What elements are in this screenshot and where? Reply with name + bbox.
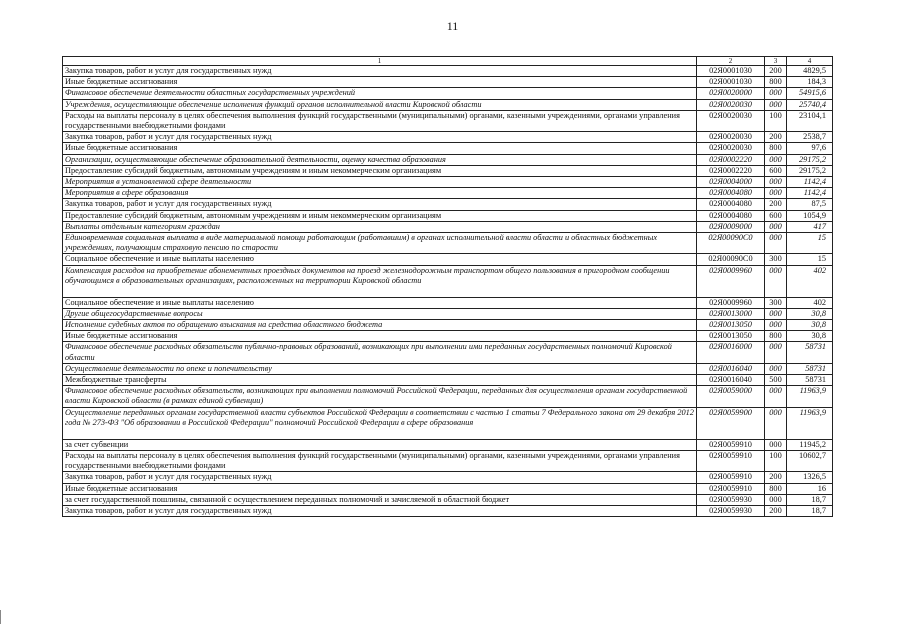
table-row — [63, 505, 833, 516]
row-name: Мероприятия в установленной сфере деятельности — [63, 177, 697, 188]
row-vr: 200 — [765, 199, 787, 210]
page-number: 11 — [446, 19, 459, 33]
table-row — [63, 110, 833, 131]
header-col-name: 1 — [63, 57, 697, 66]
row-sum: 16 — [787, 483, 833, 494]
row-code: 02Я0004080 — [697, 210, 765, 221]
row-name: Иные бюджетные ассигнования — [63, 331, 697, 342]
table-row — [63, 297, 833, 308]
row-sum: 402 — [787, 265, 833, 297]
table-row — [63, 177, 833, 188]
table-row — [63, 165, 833, 176]
row-vr: 000 — [765, 265, 787, 297]
row-code: 02Я0002220 — [697, 154, 765, 165]
row-sum: 87,5 — [787, 199, 833, 210]
row-name: Иные бюджетные ассигнования — [63, 143, 697, 154]
table-row — [63, 342, 833, 363]
row-sum: 29175,2 — [787, 154, 833, 165]
row-code: 02Я0059910 — [697, 450, 765, 471]
table-row — [63, 386, 833, 407]
row-sum: 58731 — [787, 342, 833, 363]
table-row — [63, 233, 833, 254]
row-vr: 000 — [765, 188, 787, 199]
row-name: Предоставление субсидий бюджетным, автономным учреждениям и иным некоммерческим организациям — [63, 210, 697, 221]
row-code: 02Я0059930 — [697, 494, 765, 505]
row-sum: 1326,5 — [787, 472, 833, 483]
table-row — [63, 375, 833, 386]
row-name: Организации, осуществляющие обеспечение образовательной деятельности, оценку качества образования — [63, 154, 697, 165]
table-row — [63, 363, 833, 374]
row-name: Финансовое обеспечение деятельности областных государственных учреждений — [63, 88, 697, 99]
row-code: 02Я0059910 — [697, 439, 765, 450]
row-code: 02Я0009000 — [697, 221, 765, 232]
row-vr: 200 — [765, 505, 787, 516]
row-vr: 600 — [765, 210, 787, 221]
row-code: 02Я0020030 — [697, 99, 765, 110]
row-code: 02Я0020030 — [697, 110, 765, 131]
row-name: Предоставление субсидий бюджетным, автономным учреждениям и иным некоммерческим организациям — [63, 165, 697, 176]
row-vr: 000 — [765, 88, 787, 99]
row-code: 02Я0020030 — [697, 143, 765, 154]
row-vr: 000 — [765, 221, 787, 232]
header-col-sum: 4 — [787, 57, 833, 66]
row-vr: 100 — [765, 110, 787, 131]
table-row — [63, 66, 833, 77]
row-code: 02Я0013000 — [697, 308, 765, 319]
row-name: Осуществление деятельности по опеке и попечительству — [63, 363, 697, 374]
row-vr: 000 — [765, 233, 787, 254]
row-code: 02Я0059910 — [697, 483, 765, 494]
row-code: 02Я0001030 — [697, 66, 765, 77]
row-code: 02Я0001030 — [697, 77, 765, 88]
row-name: Компенсация расходов на приобретение абонементных проездных документов на проезд железнодорожным транспортом общего пользования в пригородном сообщении обучающимся в образовательных организациях, расположенных на территории Кировской области — [63, 265, 697, 297]
row-sum: 30,8 — [787, 320, 833, 331]
row-name: Закупка товаров, работ и услуг для государственных нужд — [63, 66, 697, 77]
row-sum: 97,6 — [787, 143, 833, 154]
table-row — [63, 132, 833, 143]
row-name: Межбюджетные трансферты — [63, 375, 697, 386]
row-name: Закупка товаров, работ и услуг для государственных нужд — [63, 132, 697, 143]
row-sum: 417 — [787, 221, 833, 232]
row-sum: 25740,4 — [787, 99, 833, 110]
row-vr: 800 — [765, 143, 787, 154]
table-row — [63, 143, 833, 154]
row-vr: 000 — [765, 177, 787, 188]
row-sum: 18,7 — [787, 494, 833, 505]
table-row — [63, 254, 833, 265]
row-name: Другие общегосударственные вопросы — [63, 308, 697, 319]
row-name: Исполнение судебных актов по обращению взыскания на средства областного бюджета — [63, 320, 697, 331]
row-sum: 30,8 — [787, 331, 833, 342]
row-code: 02Я00090С0 — [697, 233, 765, 254]
row-vr: 000 — [765, 407, 787, 439]
row-sum: 11963,9 — [787, 407, 833, 439]
table-row — [63, 88, 833, 99]
table-row — [63, 331, 833, 342]
row-vr: 000 — [765, 386, 787, 407]
row-code: 02Я0016040 — [697, 363, 765, 374]
row-name: Закупка товаров, работ и услуг для государственных нужд — [63, 505, 697, 516]
scan-margin-mark — [0, 610, 7, 624]
row-sum: 402 — [787, 297, 833, 308]
row-vr: 200 — [765, 132, 787, 143]
row-vr: 000 — [765, 342, 787, 363]
row-vr: 000 — [765, 439, 787, 450]
row-code: 02Я0020000 — [697, 88, 765, 99]
row-code: 02Я0013050 — [697, 331, 765, 342]
row-vr: 100 — [765, 450, 787, 471]
row-sum: 11963,9 — [787, 386, 833, 407]
row-sum: 18,7 — [787, 505, 833, 516]
row-name: Выплаты отдельным категориям граждан — [63, 221, 697, 232]
row-name: Финансовое обеспечение расходных обязательств, возникающих при выполнении полномочий Российской Федерации, переданных для осуществления органам государственной власти Кировской области (в рамках единой субвенции) — [63, 386, 697, 407]
row-code: 02Я00090С0 — [697, 254, 765, 265]
row-vr: 000 — [765, 154, 787, 165]
row-code: 02Я0016000 — [697, 342, 765, 363]
row-sum: 1142,4 — [787, 188, 833, 199]
row-sum: 1142,4 — [787, 177, 833, 188]
row-sum: 4829,5 — [787, 66, 833, 77]
table-row — [63, 199, 833, 210]
table-row — [63, 265, 833, 297]
header-col-code: 2 — [697, 57, 765, 66]
row-vr: 000 — [765, 308, 787, 319]
table-row — [63, 483, 833, 494]
row-name: Иные бюджетные ассигнования — [63, 483, 697, 494]
table-row — [63, 407, 833, 439]
table-row — [63, 308, 833, 319]
row-name: Учреждения, осуществляющие обеспечение исполнения функций органов исполнительной власти Кировской области — [63, 99, 697, 110]
row-code: 02Я0020030 — [697, 132, 765, 143]
row-sum: 58731 — [787, 363, 833, 374]
row-code: 02Я0004080 — [697, 199, 765, 210]
row-vr: 300 — [765, 297, 787, 308]
table-header-row — [63, 57, 833, 66]
row-code: 02Я0009960 — [697, 297, 765, 308]
row-name: Закупка товаров, работ и услуг для государственных нужд — [63, 472, 697, 483]
table-row — [63, 221, 833, 232]
row-code: 02Я0059930 — [697, 505, 765, 516]
row-code: 02Я0059000 — [697, 386, 765, 407]
row-sum: 11945,2 — [787, 439, 833, 450]
table-row — [63, 188, 833, 199]
table-row — [63, 320, 833, 331]
row-sum: 54915,6 — [787, 88, 833, 99]
row-sum: 15 — [787, 254, 833, 265]
table-row — [63, 77, 833, 88]
row-vr: 200 — [765, 66, 787, 77]
row-code: 02Я0013050 — [697, 320, 765, 331]
row-name: Расходы на выплаты персоналу в целях обеспечения выполнения функций государственными (муниципальными) органами, казенными учреждениями, органами управления государственными внебюджетными фондами — [63, 110, 697, 131]
row-sum: 2538,7 — [787, 132, 833, 143]
row-vr: 000 — [765, 320, 787, 331]
table-row — [63, 210, 833, 221]
row-name: Финансовое обеспечение расходных обязательств публично-правовых образований, возникающих при выполнении ими переданных государственных полномочий Кировской области — [63, 342, 697, 363]
table-row — [63, 472, 833, 483]
row-sum: 58731 — [787, 375, 833, 386]
row-name: Расходы на выплаты персоналу в целях обеспечения выполнения функций государственными (муниципальными) органами, казенными учреждениями, органами управления государственными внебюджетными фондами — [63, 450, 697, 471]
row-vr: 800 — [765, 331, 787, 342]
row-code: 02Я0004000 — [697, 177, 765, 188]
row-name: за счет субвенции — [63, 439, 697, 450]
row-code: 02Я0059910 — [697, 472, 765, 483]
row-sum: 15 — [787, 233, 833, 254]
table-row — [63, 439, 833, 450]
row-name: за счет государственной пошлины, связанной с осуществлением переданных полномочий и зачисляемой в областной бюджет — [63, 494, 697, 505]
row-code: 02Я0016040 — [697, 375, 765, 386]
row-vr: 000 — [765, 494, 787, 505]
row-code: 02Я0002220 — [697, 165, 765, 176]
row-vr: 800 — [765, 483, 787, 494]
row-vr: 500 — [765, 375, 787, 386]
row-code: 02Я0059900 — [697, 407, 765, 439]
row-vr: 000 — [765, 99, 787, 110]
header-col-vr: 3 — [765, 57, 787, 66]
row-sum: 30,8 — [787, 308, 833, 319]
row-name: Закупка товаров, работ и услуг для государственных нужд — [63, 199, 697, 210]
row-sum: 1054,9 — [787, 210, 833, 221]
row-vr: 800 — [765, 77, 787, 88]
row-name: Социальное обеспечение и иные выплаты населению — [63, 297, 697, 308]
row-vr: 200 — [765, 472, 787, 483]
row-code: 02Я0004080 — [697, 188, 765, 199]
table-row — [63, 99, 833, 110]
row-name: Мероприятия в сфере образования — [63, 188, 697, 199]
row-sum: 184,3 — [787, 77, 833, 88]
row-name: Социальное обеспечение и иные выплаты населению — [63, 254, 697, 265]
row-name: Иные бюджетные ассигнования — [63, 77, 697, 88]
row-vr: 000 — [765, 363, 787, 374]
row-name: Единовременная социальная выплата в виде материальной помощи работающим (работавшим) в органах исполнительной власти области и областных бюджетных учреждениях, получающим страховую пенсию по старости — [63, 233, 697, 254]
row-name: Осуществление переданных органам государственной власти субъектов Российской Федерации в соответствии с частью 1 статьи 7 Федерального закона от 29 декабря 2012 года № 273-ФЗ "Об образовании в Российской Федерации" полномочий Российской Федерации в сфере образования — [63, 407, 697, 439]
table-row — [63, 154, 833, 165]
table-row — [63, 494, 833, 505]
table-row — [63, 450, 833, 471]
row-sum: 23104,1 — [787, 110, 833, 131]
row-sum: 29175,2 — [787, 165, 833, 176]
row-sum: 10602,7 — [787, 450, 833, 471]
row-vr: 600 — [765, 165, 787, 176]
budget-table — [62, 56, 833, 517]
row-code: 02Я0009960 — [697, 265, 765, 297]
row-vr: 300 — [765, 254, 787, 265]
